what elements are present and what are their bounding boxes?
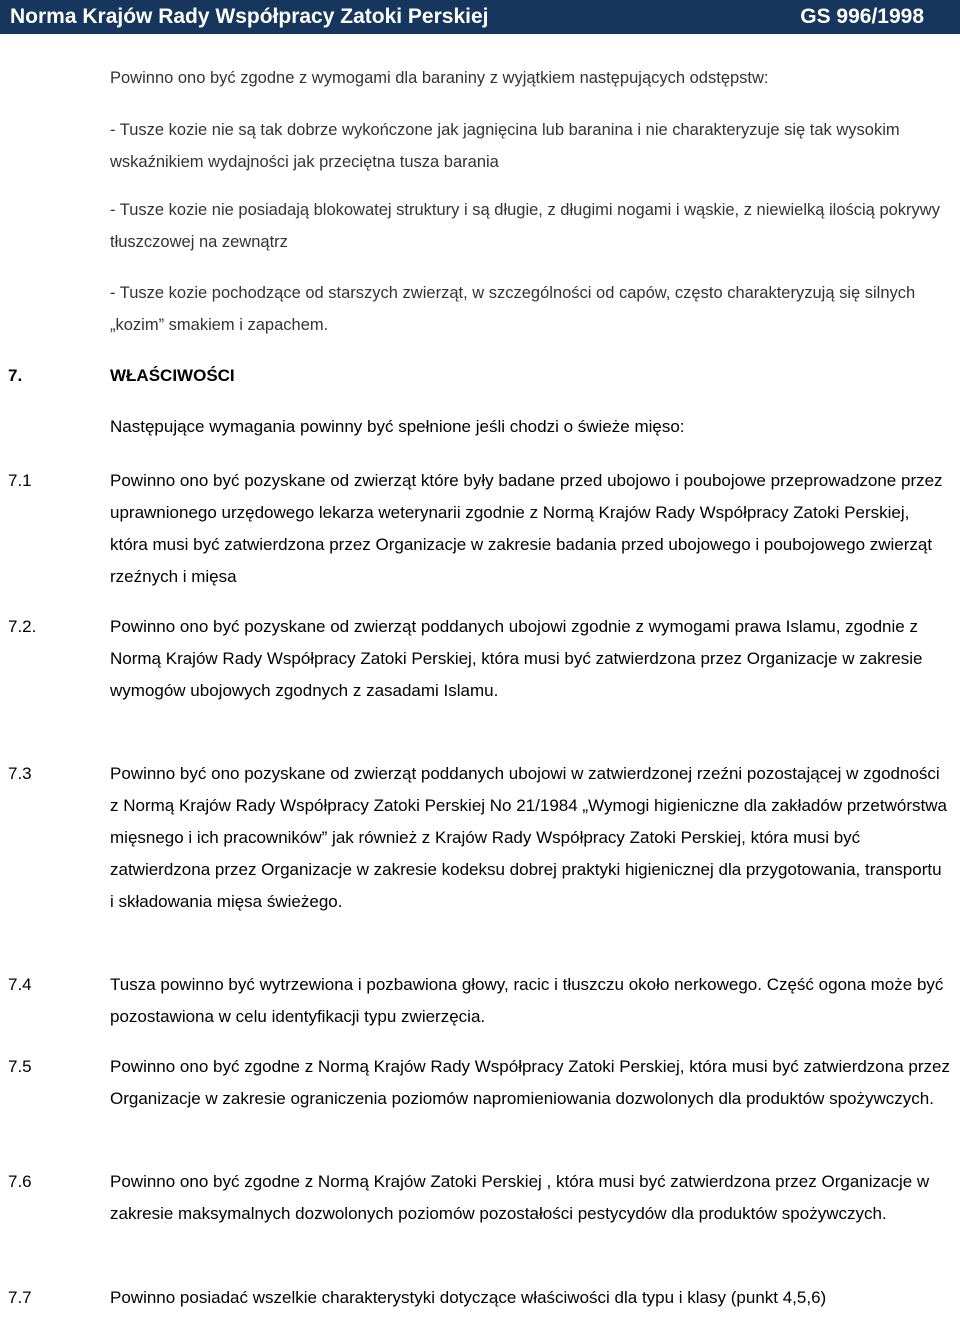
item-number: 7.7 xyxy=(8,1288,32,1307)
document-title: Norma Krajów Rady Współpracy Zatoki Perskiej xyxy=(10,5,489,28)
section-number: 7. xyxy=(8,366,23,385)
exception-item: - Tusze kozie nie posiadają blokowatej struktury i są długie, z długimi nogami i wąskie, z niewielką ilością pokrywy tłuszczowej na zewnątrz xyxy=(110,201,940,251)
item-number: 7.1 xyxy=(8,471,32,490)
item-number: 7.5 xyxy=(8,1057,32,1076)
document-code: GS 996/1998 xyxy=(800,5,924,28)
item-number: 7.3 xyxy=(8,764,32,783)
item-text: Powinno ono być pozyskane od zwierząt które były badane przed ubojowo i poubojowe przeprowadzone przez uprawnionego urzędowego lekarza weterynarii zgodnie z Normą Krajów Rady Współpracy Zatoki Perskiej, która musi być zatwierdzona przez Organizacje w zakresie badania przed ubojowego i poubojowego zwierząt rzeźnych i mięsa xyxy=(110,471,943,586)
section-title: WŁAŚCIWOŚCI xyxy=(110,366,235,385)
item-number: 7.6 xyxy=(8,1172,32,1191)
exception-item: - Tusze kozie nie są tak dobrze wykończone jak jagnięcina lub baranina i nie charakteryzuje się tak wysokim wskaźnikiem wydajności jak przeciętna tusza barania xyxy=(110,121,900,171)
section-lead: Następujące wymagania powinny być spełnione jeśli chodzi o świeże mięso: xyxy=(110,417,685,436)
page-header xyxy=(0,0,960,34)
item-text: Tusza powinno być wytrzewiona i pozbawiona głowy, racic i tłuszczu około nerkowego. Część ogona może być pozostawiona w celu identyfikacji typu zwierzęcia. xyxy=(110,975,944,1026)
item-number: 7.4 xyxy=(8,975,32,994)
item-text: Powinno ono być zgodne z Normą Krajów Rady Współpracy Zatoki Perskiej, która musi być zatwierdzona przez Organizacje w zakresie ograniczenia poziomów napromieniowania dozwolonych dla produktów spożywczych. xyxy=(110,1057,950,1108)
item-text: Powinno ono być zgodne z Normą Krajów Zatoki Perskiej , która musi być zatwierdzona przez Organizacje w zakresie maksymalnych dozwolonych poziomów pozostałości pestycydów dla produktów spożywczych. xyxy=(110,1172,930,1223)
item-text: Powinno ono być pozyskane od zwierząt poddanych ubojowi zgodnie z wymogami prawa Islamu, zgodnie z Normą Krajów Rady Współpracy Zatoki Perskiej, która musi być zatwierdzona przez Organizacje w zakresie wymogów ubojowych zgodnych z zasadami Islamu. xyxy=(110,617,923,700)
item-text: Powinno posiadać wszelkie charakterystyki dotyczące właściwości dla typu i klasy (punkt 4,5,6) xyxy=(110,1288,827,1307)
exception-item: - Tusze kozie pochodzące od starszych zwierząt, w szczególności od capów, często charakteryzują się silnych „kozim” smakiem i zapachem. xyxy=(110,284,916,334)
item-text: Powinno być ono pozyskane od zwierząt poddanych ubojowi w zatwierdzonej rzeźni pozostającej w zgodności z Normą Krajów Rady Współpracy Zatoki Perskiej No 21/1984 „Wymogi higieniczne dla zakładów przetwórstwa mięsnego i ich pracowników” jak również z Krajów Rady Współpracy Zatoki Perskiej, która musi być zatwierdzona przez Organizacje w zakresie kodeksu dobrej praktyki higienicznej dla przygotowania, transportu i składowania mięsa świeżego. xyxy=(110,764,947,911)
intro-lead: Powinno ono być zgodne z wymogami dla baraniny z wyjątkiem następujących odstępstw: xyxy=(110,69,769,87)
item-number: 7.2. xyxy=(8,617,37,636)
